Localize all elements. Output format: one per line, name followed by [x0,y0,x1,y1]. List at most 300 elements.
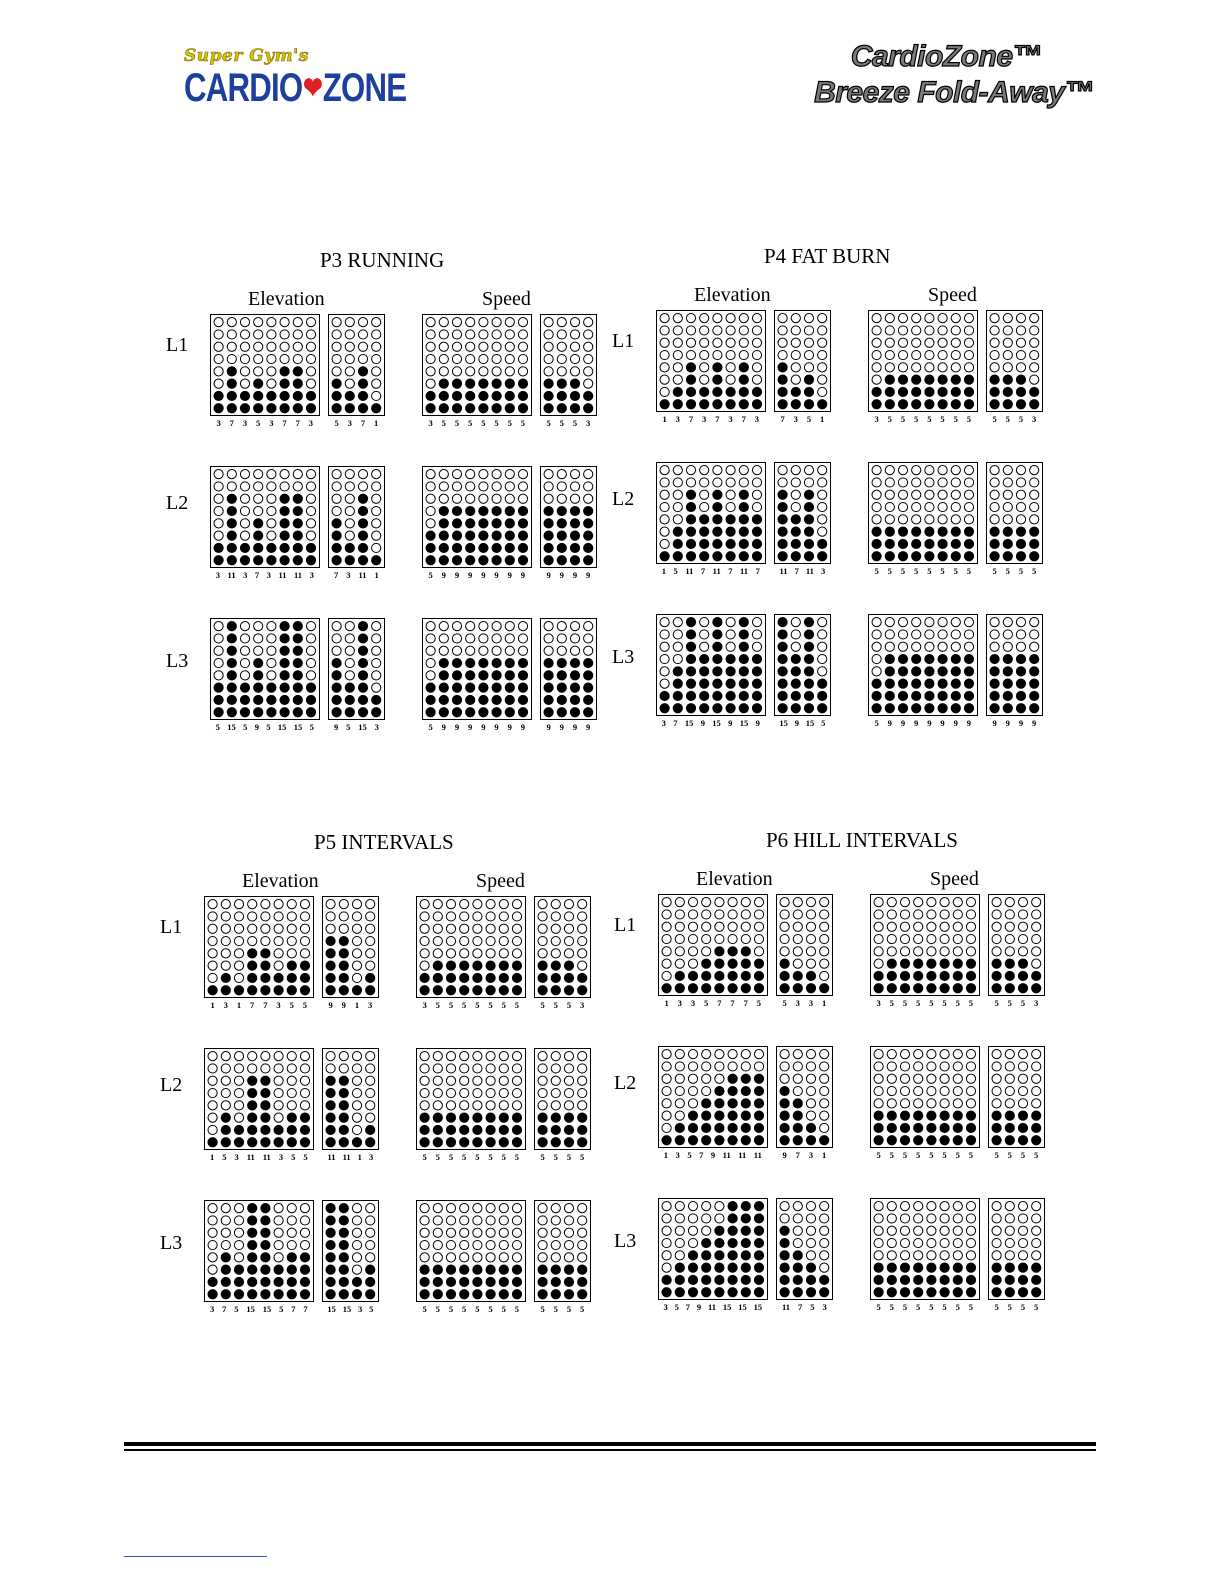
p3-l2-speed-end-value: 9 [572,570,578,581]
p5-l3-elevation-end-dot-c4-r5 [366,1253,375,1262]
p4-l2-elevation-end-dot-c4-r4 [818,502,827,511]
p3-l2-speed-end-dot-c2-r3 [557,494,566,503]
p4-l1-elevation-main-dot-c1-r5 [660,363,669,372]
p6-l2-speed-end-dot-c1-r7 [992,1123,1001,1132]
p5-l3-speed-main-dot-c2-r2 [433,1216,442,1225]
p6-l1-elevation-main-dot-c5-r4 [715,934,724,943]
p4-l1-elevation-end-value: 1 [820,414,825,425]
p3-l3-elevation-main-dot-c5-r6 [267,683,276,692]
p3-l1-elevation-end-dot-c4-r1 [372,318,381,327]
p4-l3-speed-main-dot-c1-r2 [872,630,881,639]
p6-l3-speed-end-dot-c1-r4 [992,1238,1001,1247]
p5-l3-elevation-main-dot-c2-r3 [221,1228,230,1237]
p6-l2-elevation-main-value: 1 [663,1150,669,1161]
p6-l1-speed-end-dot-c4-r6 [1032,959,1041,968]
p6-l2-elevation-main-dot-c2-r6 [675,1111,684,1120]
p4-l3-speed-main-dot-c3-r2 [898,630,907,639]
p4-l2-elevation-end-dot-c4-r6 [818,527,827,536]
p4-l3-elevation-main-dot-c7-r8 [739,704,748,713]
p3-l1-elevation-main-dot-c5-r5 [267,367,276,376]
p3-l2-elevation-main-value: 11 [227,570,236,581]
p4-l2-speed-end-dot-c4-r8 [1030,552,1039,561]
p4-l3-speed-main-value: 9 [900,718,906,729]
p6-l1-elevation-main-values [658,998,768,1008]
p4-l2-speed-main-dot-c6-r6 [938,527,947,536]
p5-l2-speed-end-dot-c3-r2 [564,1064,573,1073]
p6-l2-elevation-main-dot-c8-r7 [754,1123,763,1132]
p4-l3-speed-main-dot-c8-r3 [964,642,973,651]
p4-l2-elevation-main-value: 11 [685,566,694,577]
p4-l2-speed-main-dot-c5-r7 [925,539,934,548]
p5-l3-elevation-main-grid [204,1200,314,1302]
p3-l3-elevation-end-dot-c1-r4 [332,658,341,667]
p4-l3-speed-end-dot-c3-r8 [1016,704,1025,713]
p4-l2-speed-main-dot-c4-r8 [912,552,921,561]
p5-l1-speed-main-dot-c7-r6 [499,961,508,970]
p6-l3-elevation-main-dot-c8-r5 [754,1251,763,1260]
p3-l2-speed-main-value: 5 [428,570,433,581]
p6-l1-elevation-main-dot-c2-r1 [675,898,684,907]
p5-l3-speed-end-dot-c4-r1 [578,1204,587,1213]
p6-l2-speed-main-dot-c1-r1 [874,1050,883,1059]
p5-l2-speed-end-values [534,1152,591,1162]
p3-l2-speed-main-dot-c3-r4 [452,506,461,515]
p4-l1-elevation-main-dot-c7-r8 [739,400,748,409]
p3-l2-elevation-main-dot-c6-r2 [280,482,289,491]
p5-l3-elevation-main-dot-c6-r8 [274,1290,283,1299]
p5-l1-speed-end-dot-c3-r3 [564,924,573,933]
p4-l2-speed-end-dot-c1-r5 [990,515,999,524]
p5-l1-elevation-end-dot-c4-r8 [366,986,375,995]
p3-l2-elevation-end-dot-c2-r1 [345,470,354,479]
p6-l1-speed-main-value: 5 [968,998,974,1009]
p4-l1-speed-main-dot-c4-r5 [912,363,921,372]
p3-l1-speed-main-dot-c6-r6 [492,379,501,388]
p3-l1-elevation-main-dot-c3-r7 [240,391,249,400]
p5-l2-elevation-end-grid [322,1048,379,1150]
p5-l3-elevation-end-dot-c2-r7 [339,1277,348,1286]
p3-l1-elevation-main-dot-c3-r3 [240,342,249,351]
p3-l1-speed-main-dot-c7-r8 [505,404,514,413]
p6-l1-elevation-end-dot-c4-r7 [820,971,829,980]
logo-zone: ZONE [322,66,407,110]
p6-l2-elevation-main-values [658,1150,768,1160]
p3-l3-elevation-end-value: 3 [374,722,379,733]
p5-l2-speed-end-dot-c3-r4 [564,1088,573,1097]
p5-l2-elevation-main-dot-c7-r3 [287,1076,296,1085]
p3-l1-speed-end-dot-c3-r8 [570,404,579,413]
p3-l2-elevation-main-dot-c1-r2 [214,482,223,491]
p5-l2-speed-main-value: 5 [435,1152,440,1163]
p3-l2-speed-end-dot-c4-r5 [584,519,593,528]
p5-l1-elevation-main-dot-c2-r1 [221,900,230,909]
p6-l1-speed-main-dot-c1-r1 [874,898,883,907]
p5-l1-elevation-end-dot-c2-r8 [339,986,348,995]
p6-l1-elevation-main-dot-c4-r4 [702,934,711,943]
p3-l2-elevation-main-dot-c4-r8 [254,556,263,565]
p6-l1-speed-end-dot-c3-r1 [1018,898,1027,907]
p6-l3-elevation-main-dot-c1-r6 [662,1263,671,1272]
p5-l1-speed-end-value: 5 [566,1000,572,1011]
p4-l2-speed-end-value: 5 [1005,566,1010,577]
p4-l1-speed-main-dot-c7-r3 [951,338,960,347]
p4-l2-speed-main-dot-c6-r3 [938,490,947,499]
p6-l2-speed-main-dot-c3-r3 [900,1074,909,1083]
p5-l2-elevation-main-dot-c3-r1 [234,1052,243,1061]
p4-l2-elevation-end-dot-c2-r3 [791,490,800,499]
speed-header: Speed [930,868,979,890]
p3-l2-speed-end-dot-c1-r7 [544,543,553,552]
p3-l1-speed-end-dot-c1-r4 [544,354,553,363]
p4-l2-elevation-main-dot-c5-r3 [713,490,722,499]
p5-l1-speed-main-dot-c7-r2 [499,912,508,921]
p5-l1-speed-main-dot-c1-r2 [420,912,429,921]
p4-l3-speed-main-value: 9 [887,718,892,729]
p6-l1-elevation-main-dot-c6-r3 [728,922,737,931]
p6-l3-elevation-end-dot-c1-r5 [780,1251,789,1260]
p5-l3-elevation-main-value: 3 [209,1304,215,1315]
p4-l2-elevation-end-dot-c4-r5 [818,515,827,524]
p5-l1-elevation-main-dot-c1-r1 [208,900,217,909]
p5-l1-elevation-main-dot-c1-r4 [208,936,217,945]
p4-l3-elevation-main-dot-c3-r8 [686,704,695,713]
p6-l3-speed-main-value: 5 [876,1302,881,1313]
p6-l3-elevation-main-dot-c7-r2 [741,1214,750,1223]
p4-l3-speed-main-value: 9 [953,718,958,729]
p4-l1-speed-main-value: 5 [887,414,892,425]
p3-l3-elevation-end-dot-c2-r1 [345,622,354,631]
p4-l3-elevation-main-dot-c7-r4 [739,654,748,663]
p3-l3-speed-main-dot-c6-r2 [492,634,501,643]
p3-l3-elevation-main-dot-c2-r3 [227,646,236,655]
p6-l1-elevation-main-dot-c7-r2 [741,910,750,919]
p5-l3-elevation-main-value: 5 [279,1304,284,1315]
p3-l2-elevation-main-dot-c8-r2 [306,482,315,491]
p3-l2-speed-main-dot-c1-r2 [426,482,435,491]
p3-l2-speed-end-dot-c3-r4 [570,506,579,515]
p5-l3-elevation-end-dot-c4-r3 [366,1228,375,1237]
p5-l3-speed-main-dot-c4-r7 [460,1277,469,1286]
p4-l1-speed-end-dot-c2-r4 [1003,350,1012,359]
p4-l2-elevation-main-dot-c7-r3 [739,490,748,499]
p6-l3-elevation-main-dot-c4-r8 [702,1288,711,1297]
p4-l2-elevation-end-dot-c1-r6 [778,527,787,536]
p5-l2-elevation-main-dot-c3-r4 [234,1088,243,1097]
p4-l2-speed-end-dot-c3-r1 [1016,466,1025,475]
p4-l2-elevation-end-dot-c2-r2 [791,478,800,487]
p4-l2-elevation-end-value: 11 [779,566,788,577]
p6-l3-speed-main-dot-c6-r6 [940,1263,949,1272]
p4-l2-elevation-main-value: 5 [673,566,678,577]
p6-l3-elevation-end-value: 3 [822,1302,827,1313]
p3-l2-speed-end-dot-c1-r4 [544,506,553,515]
p4-l2-speed-end-dot-c4-r5 [1030,515,1039,524]
p6-l1-elevation-main-dot-c2-r5 [675,947,684,956]
p5-l2-elevation-end-dot-c2-r5 [339,1101,348,1110]
p3-l1-elevation-end-dot-c4-r6 [372,379,381,388]
p4-l2-speed-main-dot-c2-r2 [885,478,894,487]
p6-l3-speed-main-dot-c2-r3 [887,1226,896,1235]
p6-l3-speed-main-dot-c5-r1 [927,1202,936,1211]
p5-l3-elevation-main-dot-c7-r8 [287,1290,296,1299]
p6-l1-speed-end-value: 5 [1020,998,1026,1009]
p5-l1-speed-main-value: 5 [435,1000,440,1011]
p6-l3-elevation-main-value: 3 [663,1302,668,1313]
p4-l2-speed-main-dot-c4-r1 [912,466,921,475]
p5-l3-elevation-main-dot-c2-r4 [221,1240,230,1249]
p4-l3-elevation-main-dot-c7-r6 [739,679,748,688]
p6-l3-speed-main-value: 5 [916,1302,921,1313]
p6-l2-elevation-main-dot-c3-r3 [688,1074,697,1083]
p3-l1-elevation-main-grid [210,314,320,416]
p5-l3-speed-main-value: 5 [501,1304,506,1315]
p4-l1-elevation-main-dot-c2-r8 [673,400,682,409]
p6-l3-speed-end-dot-c2-r3 [1005,1226,1014,1235]
p4-l1-speed-end-dot-c4-r2 [1030,326,1039,335]
p5-l2-elevation-end-dot-c3-r7 [352,1125,361,1134]
p6-l2-speed-end-dot-c3-r6 [1018,1111,1027,1120]
p6-l1-speed-main-dot-c6-r5 [940,947,949,956]
p6-l1-elevation-end-dot-c1-r6 [780,959,789,968]
p3-l1-speed-end-dot-c2-r6 [557,379,566,388]
p5-l3-elevation-end-dot-c3-r4 [352,1240,361,1249]
p4-l2-elevation-end-dot-c4-r3 [818,490,827,499]
p4-l3-elevation-main-dot-c5-r7 [713,691,722,700]
p5-l3-elevation-end-value: 5 [369,1304,374,1315]
p6-l2-elevation-main-dot-c3-r2 [688,1062,697,1071]
p4-l1-speed-end-dot-c2-r5 [1003,363,1012,372]
p6-l3-speed-main-dot-c6-r3 [940,1226,949,1235]
p5-l1-elevation-main-value: 5 [289,1000,294,1011]
p4-l1-elevation-end-dot-c3-r5 [804,363,813,372]
p3-l1-speed-main-value: 3 [428,418,433,429]
p6-l1-speed-main-dot-c2-r5 [887,947,896,956]
p4-l1-elevation-main-dot-c7-r2 [739,326,748,335]
p3-l1-speed-main-values [422,418,532,428]
p6-l1-elevation-main-dot-c2-r6 [675,959,684,968]
p4-l3-elevation-main-dot-c8-r7 [752,691,761,700]
p5-l1-speed-main-dot-c4-r4 [460,936,469,945]
p4-l2-elevation-main-dot-c6-r2 [726,478,735,487]
p5-l1-speed-main-dot-c4-r8 [460,986,469,995]
p4-l2-speed-main-dot-c1-r7 [872,539,881,548]
p5-l3-speed-end-dot-c3-r3 [564,1228,573,1237]
p4-l1-elevation-end-dot-c4-r3 [818,338,827,347]
p5-l3-speed-end-dot-c3-r2 [564,1216,573,1225]
p5-l3-elevation-main-dot-c7-r3 [287,1228,296,1237]
p4-l2-speed-end-dot-c3-r8 [1016,552,1025,561]
p6-l1-elevation-main-dot-c6-r6 [728,959,737,968]
p3-l1-elevation-main-dot-c2-r6 [227,379,236,388]
p6-l3-elevation-main-dot-c5-r8 [715,1288,724,1297]
p4-l3-elevation-main-dot-c6-r3 [726,642,735,651]
p4-l2-elevation-main-dot-c2-r7 [673,539,682,548]
p4-l3-elevation-end-dot-c2-r4 [791,654,800,663]
p3-l1-elevation-main-dot-c6-r6 [280,379,289,388]
p3-l1-elevation-main-dot-c4-r4 [254,354,263,363]
p6-l1-speed-main-dot-c7-r3 [953,922,962,931]
p3-l1-elevation-end-value: 5 [334,418,339,429]
p3-l3-elevation-end-dot-c2-r3 [345,646,354,655]
p4-l1-speed-main-dot-c6-r4 [938,350,947,359]
p4-l2-speed-end-values [986,566,1043,576]
p4-l1-elevation-main-dot-c8-r6 [752,375,761,384]
p3-l2-elevation-main-dot-c5-r6 [267,531,276,540]
p5-l1-speed-main-dot-c3-r6 [446,961,455,970]
p3-l3-elevation-end-dot-c4-r8 [372,708,381,717]
p4-l2-speed-main-dot-c3-r1 [898,466,907,475]
p5-l3-elevation-end-dot-c1-r4 [326,1240,335,1249]
p3-l1-elevation-main-dot-c2-r4 [227,354,236,363]
p4-l2-elevation-main-value: 1 [661,566,667,577]
p5-l3-elevation-main-values [204,1304,314,1314]
p4-l2-speed-main-dot-c5-r6 [925,527,934,536]
logo [184,46,407,116]
p4-l2-elevation-main-dot-c7-r1 [739,466,748,475]
p6-l1-speed-end-grid [988,894,1045,996]
p6-l1-speed-end-dot-c3-r6 [1018,959,1027,968]
p6-l3-speed-main-dot-c2-r1 [887,1202,896,1211]
p5-l3-speed-main-dot-c7-r2 [499,1216,508,1225]
p3-l1-elevation-main-dot-c1-r1 [214,318,223,327]
p3-l3-speed-end-dot-c1-r5 [544,671,553,680]
p6-l3-speed-end-dot-c2-r1 [1005,1202,1014,1211]
p4-l3-elevation-main-dot-c5-r5 [713,667,722,676]
p3-l2-elevation-main-dot-c7-r6 [293,531,302,540]
p5-l1-elevation-main-dot-c5-r8 [261,986,270,995]
p3-l1-speed-main-dot-c1-r3 [426,342,435,351]
p3-l3-speed-end-dot-c1-r7 [544,695,553,704]
p6-l2-elevation-main-dot-c7-r4 [741,1086,750,1095]
p4-l3-elevation-main-dot-c8-r4 [752,654,761,663]
p3-l1-speed-end-dot-c2-r1 [557,318,566,327]
p3-l2-elevation-end-dot-c1-r7 [332,543,341,552]
p6-l2-speed-main-dot-c7-r3 [953,1074,962,1083]
p5-l3-elevation-main-dot-c2-r2 [221,1216,230,1225]
p3-l3-speed-main-dot-c1-r1 [426,622,435,631]
p5-l1-speed-main-dot-c5-r6 [473,961,482,970]
p5-l2-speed-main-dot-c2-r7 [433,1125,442,1134]
p3-l3-elevation-main-dot-c5-r8 [267,708,276,717]
p3-l2-elevation-main-dot-c5-r3 [267,494,276,503]
p3-l2-elevation-main-dot-c3-r1 [240,470,249,479]
p3-l3-elevation-main-dot-c5-r5 [267,671,276,680]
p5-l3-speed-end-dot-c1-r7 [538,1277,547,1286]
p5-l3-elevation-end-dot-c2-r2 [339,1216,348,1225]
p6-l1-speed-main-value: 5 [902,998,908,1009]
p6-l1-speed-main-dot-c7-r4 [953,934,962,943]
p4-l3-speed-main-values [868,718,978,728]
p6-l3-elevation-main-dot-c7-r6 [741,1263,750,1272]
p6-l2-elevation-end-dot-c3-r1 [806,1050,815,1059]
p5-l2-elevation-main-dot-c1-r7 [208,1125,217,1134]
p6-l1-speed-end-dot-c1-r7 [992,971,1001,980]
p5-l3-elevation-main-dot-c1-r2 [208,1216,217,1225]
p5-l1-speed-main-dot-c2-r1 [433,900,442,909]
p4-l1-speed-end-dot-c3-r6 [1016,375,1025,384]
p5-l2-elevation-main-dot-c5-r7 [261,1125,270,1134]
p4-l2-speed-end-dot-c3-r4 [1016,502,1025,511]
p6-l3-speed-main-dot-c7-r2 [953,1214,962,1223]
p5-l3-speed-main-dot-c4-r3 [460,1228,469,1237]
p4-l1-speed-main-dot-c1-r5 [872,363,881,372]
p3-l3-elevation-main-dot-c8-r1 [306,622,315,631]
p4-l3-elevation-main-dot-c4-r6 [700,679,709,688]
p3-l2-speed-end-dot-c3-r6 [570,531,579,540]
p6-l1-speed-end-dot-c2-r7 [1005,971,1014,980]
p4-l3-elevation-end-dot-c3-r8 [804,704,813,713]
p4-l3-speed-end-dot-c4-r8 [1030,704,1039,713]
p6-l3-elevation-end-value: 11 [782,1302,791,1313]
p6-l1-elevation-end-dot-c3-r6 [806,959,815,968]
p4-l2-speed-main-dot-c4-r3 [912,490,921,499]
p4-l3-speed-main-dot-c7-r8 [951,704,960,713]
p5-l1-speed-main-dot-c7-r8 [499,986,508,995]
p3-l3-speed-main-dot-c8-r7 [518,695,527,704]
p3-l2-speed-end-dot-c3-r8 [570,556,579,565]
p4-l1-elevation-end-dot-c3-r8 [804,400,813,409]
p4-l2-speed-end-dot-c3-r2 [1016,478,1025,487]
p3-l3-elevation-main-values [210,722,320,732]
p6-l3-elevation-main-dot-c4-r1 [702,1202,711,1211]
p5-l1-speed-main-value: 5 [462,1000,467,1011]
p6-l3-elevation-main-dot-c1-r1 [662,1202,671,1211]
p6-l2-speed-main-dot-c8-r2 [966,1062,975,1071]
p4-l1-elevation-main-dot-c4-r1 [700,314,709,323]
p6-l1-speed-main-dot-c6-r3 [940,922,949,931]
p6-l2-speed-end-dot-c2-r6 [1005,1111,1014,1120]
p4-l1-speed-end-dot-c4-r6 [1030,375,1039,384]
p4-l3-speed-end-dot-c3-r3 [1016,642,1025,651]
p6-l1-elevation-end-dot-c4-r1 [820,898,829,907]
p6-l1-speed-main-dot-c3-r7 [900,971,909,980]
p5-l3-speed-main-dot-c7-r6 [499,1265,508,1274]
p4-l1-speed-end-dot-c2-r7 [1003,387,1012,396]
p6-l1-elevation-end-dot-c3-r8 [806,984,815,993]
p3-l3-speed-main-value: 9 [481,722,486,733]
p4-l2-speed-end-dot-c1-r7 [990,539,999,548]
p5-l1-speed-main-values [416,1000,526,1010]
p5-l1-speed-end-value: 5 [540,1000,545,1011]
p4-l1-elevation-main-dot-c7-r5 [739,363,748,372]
p3-l3-speed-end-dot-c4-r7 [584,695,593,704]
p4-l3-speed-main-dot-c2-r2 [885,630,894,639]
p5-l1-elevation-main-dot-c6-r8 [274,986,283,995]
p6-l2-elevation-main-dot-c2-r5 [675,1099,684,1108]
p5-l1-elevation-end-values [322,1000,379,1010]
p5-l2-speed-main-values [416,1152,526,1162]
p3-l2-elevation-end-dot-c2-r7 [345,543,354,552]
p4-l3-elevation-end-dot-c3-r3 [804,642,813,651]
p6-l3-elevation-main-dot-c7-r4 [741,1238,750,1247]
p6-l3-speed-main-dot-c2-r5 [887,1251,896,1260]
p3-l3-speed-main-dot-c7-r2 [505,634,514,643]
p5-l2-speed-main-dot-c6-r1 [486,1052,495,1061]
p4-l1-speed-main-dot-c7-r5 [951,363,960,372]
level-label: L3 [166,650,189,672]
p6-l2-speed-main-dot-c6-r8 [940,1136,949,1145]
p3-l3-speed-main-dot-c5-r3 [479,646,488,655]
p6-l3-speed-main-dot-c7-r7 [953,1275,962,1284]
p4-l2-speed-main-value: 5 [900,566,906,577]
p5-l1-speed-main-grid [416,896,526,998]
p4-l3-speed-main-dot-c1-r6 [872,679,881,688]
p5-l1-elevation-main-values [204,1000,314,1010]
logo-cardio: CARDIO [184,66,303,110]
p6-l1-speed-main-value: 5 [889,998,894,1009]
p3-l1-elevation-main-dot-c1-r5 [214,367,223,376]
p6-l2-speed-main-dot-c1-r2 [874,1062,883,1071]
